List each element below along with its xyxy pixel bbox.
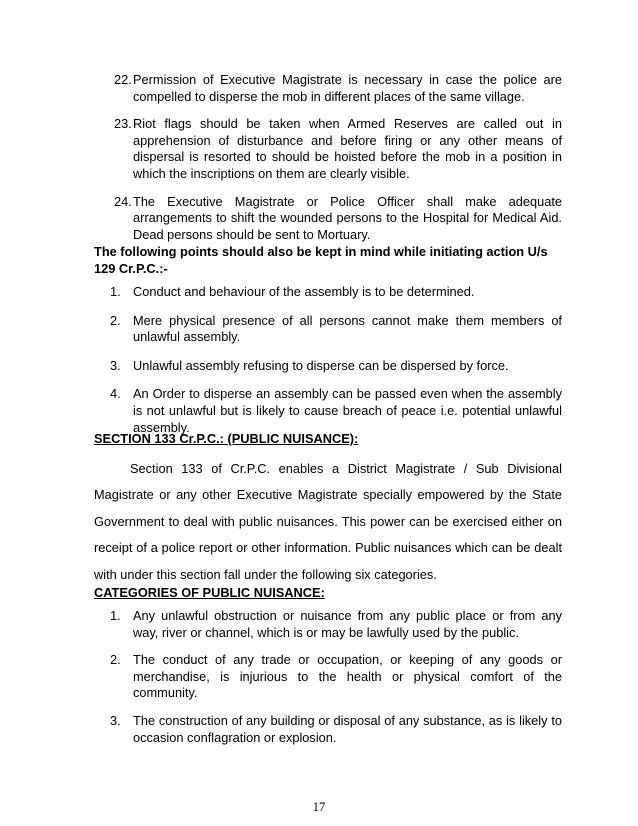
list-item xyxy=(0,652,638,702)
list-item-number: 3. xyxy=(110,357,121,373)
list-item xyxy=(0,194,638,244)
list-item-text: Permission of Executive Magistrate is necessary in case the police are compelled to disperse the mob in different places of the same village. xyxy=(133,72,562,104)
list-item xyxy=(0,713,638,746)
list-item xyxy=(0,386,638,436)
list-item-text: Mere physical presence of all persons cannot make them members of unlawful assembly. xyxy=(133,312,562,345)
list-item xyxy=(0,72,638,105)
list-item xyxy=(0,313,638,346)
numbered-list-unlawful-assembly xyxy=(0,284,638,436)
numbered-list-categories xyxy=(0,608,638,746)
list-item-text: Unlawful assembly refusing to disperse can be dispersed by force. xyxy=(133,357,509,373)
list-item-text: Conduct and behaviour of the assembly is to be determined. xyxy=(133,284,475,299)
list-item-text: The Executive Magistrate or Police Officer shall make adequate arrangements to shift the wounded persons to the Hospital for Medical Aid. Dead persons should be sent to Mortuary. xyxy=(133,193,562,242)
list-item-number: 3. xyxy=(110,712,121,728)
heading-categories-of-public-nuisance: CATEGORIES OF PUBLIC NUISANCE: xyxy=(94,585,325,600)
list-item-number: 24. xyxy=(114,193,132,209)
list-item xyxy=(0,116,638,182)
heading-section-133: SECTION 133 Cr.P.C.: (PUBLIC NUISANCE): xyxy=(94,431,359,446)
section-133-paragraph: Section 133 of Cr.P.C. enables a District Magistrate / Sub Divisional Magistrate or any other Executive Magistrate specially empowered by the State Government to deal with public nuisances. This power can be exercised either on receipt of a police report or other information. Public nuisances which can be dealt with under this section fall under the following six categories. xyxy=(94,461,562,582)
heading-points-to-keep-in-mind: The following points should also be kept in mind while initiating action U/s 129 Cr.P.C.:- xyxy=(94,244,548,276)
list-item-text: An Order to disperse an assembly can be passed even when the assembly is not unlawful but is likely to cause breach of peace i.e. potential unlawful assembly. xyxy=(133,386,562,435)
list-item xyxy=(0,358,638,375)
page-number: 17 xyxy=(312,800,326,814)
numbered-list-riot-procedures xyxy=(0,72,638,243)
list-item-number: 1. xyxy=(110,284,121,299)
list-item-number: 23. xyxy=(114,116,132,132)
list-item-number: 2. xyxy=(110,652,121,668)
list-item-text: The construction of any building or disposal of any substance, as is likely to occasion conflagration or explosion. xyxy=(133,712,562,745)
list-item xyxy=(0,284,638,301)
list-item-text: The conduct of any trade or occupation, or keeping of any goods or merchandise, is injurious to the health or physical comfort of the community. xyxy=(133,652,562,701)
list-item-number: 1. xyxy=(110,608,121,623)
list-item-number: 2. xyxy=(110,312,121,328)
list-item-text: Riot flags should be taken when Armed Reserves are called out in apprehension of disturbance and before firing or any other means of dispersal is resorted to should be hoisted before the mob in a position in which the inscriptions on them are clearly visible. xyxy=(133,116,562,181)
list-item-number: 4. xyxy=(110,386,121,402)
list-item-text: Any unlawful obstruction or nuisance from any public place or from any way, river or channel, which is or may be lawfully used by the public. xyxy=(133,608,562,640)
list-item xyxy=(0,608,638,641)
list-item-number: 22. xyxy=(114,72,132,87)
